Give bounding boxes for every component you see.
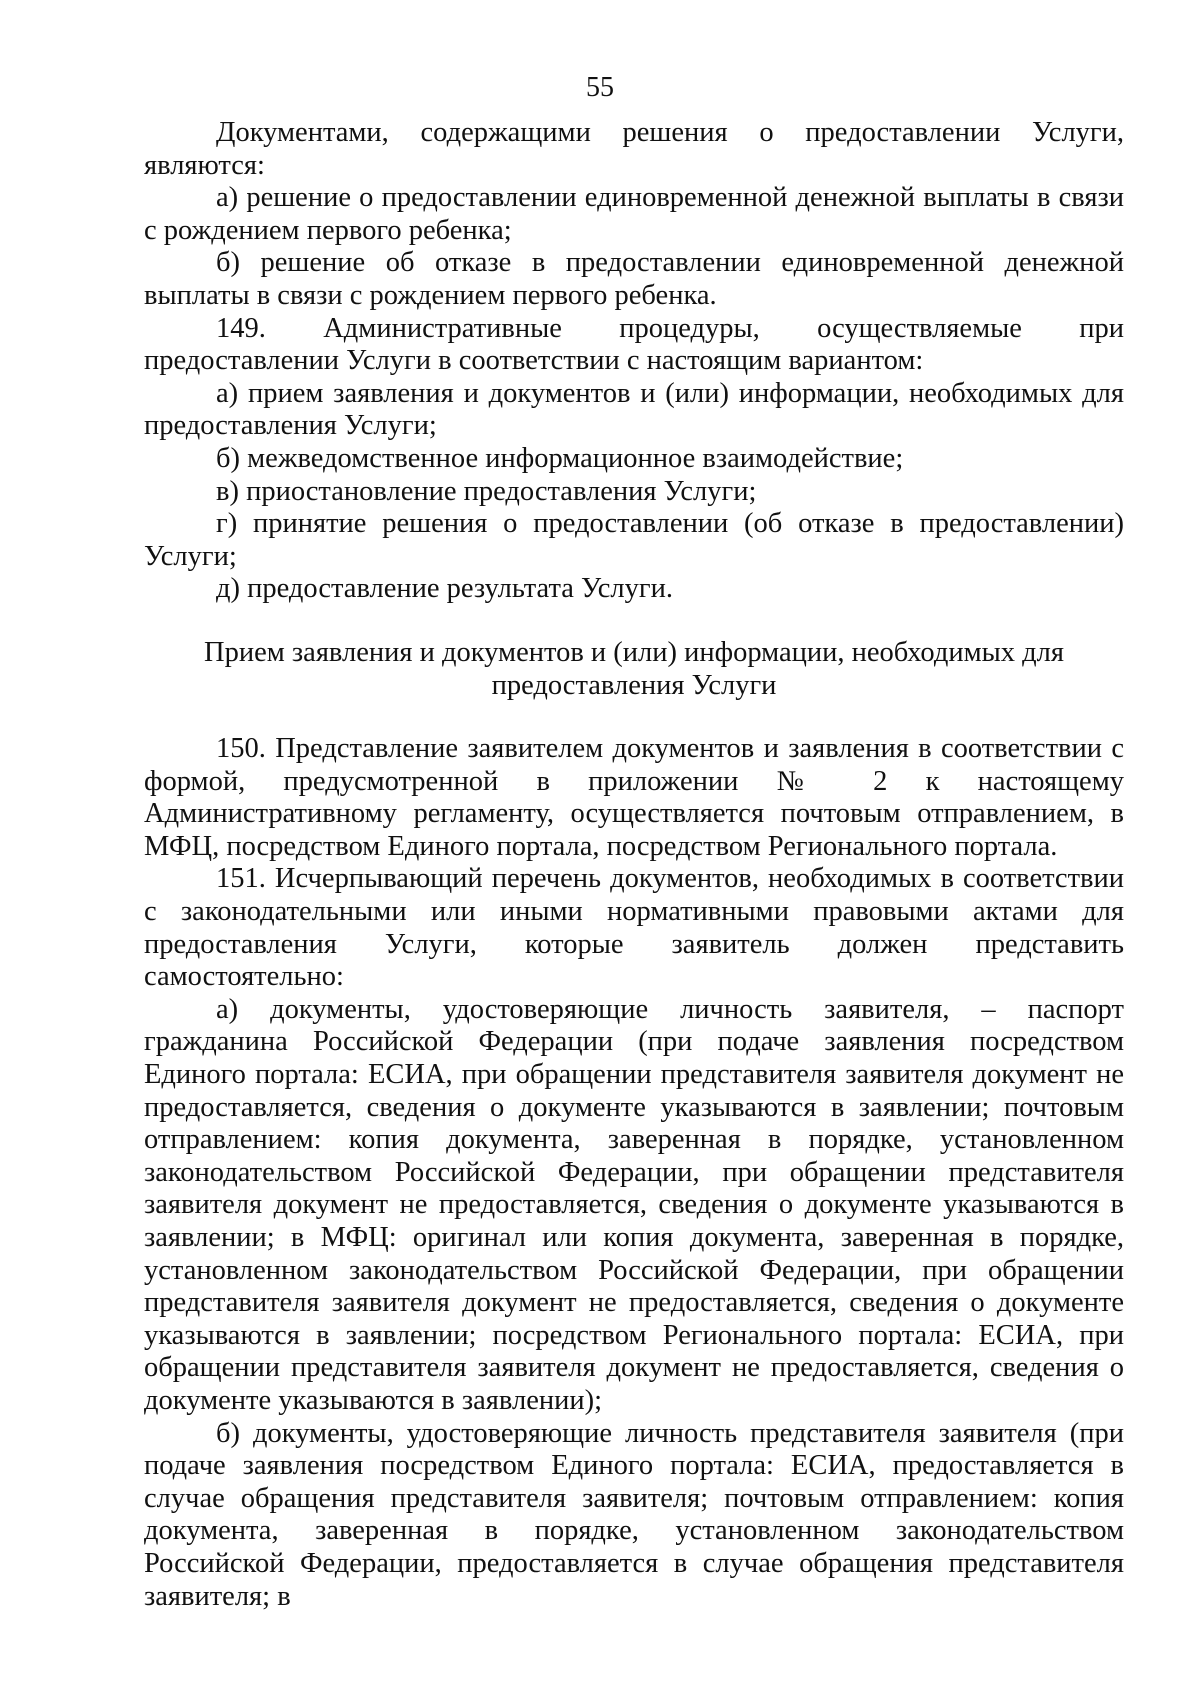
paragraph-procedure-a: а) прием заявления и документов и (или) информации, необходимых для предоставления Услуги; (144, 377, 1124, 442)
paragraph-procedure-g: г) принятие решения о предоставлении (об отказе в предоставлении) Услуги; (144, 508, 1124, 572)
paragraph-151-a: а) документы, удостоверяющие личность заявителя, – паспорт гражданина Российской Федерации (при подаче заявления посредством Единого портала: ЕСИА, при обращении представителя заявителя документ не предоставляется, сведения о документе указываются в заявлении; почтовым отправлением: копия документа, заверенная в порядке, установленном законодательством Российской Федерации, при обращении представителя заявителя документ не предоставляется, сведения о документе указываются в заявлении; в МФЦ: оригинал или копия документа, заверенная в порядке, установленном законодательством Российской Федерации, при обращении представителя заявителя документ не предоставляется, сведения о документе указываются в заявлении; посредством Регионального портала: ЕСИА, при обращении представителя заявителя документ не предоставляется, сведения о документе указываются в заявлении); (144, 993, 1124, 1416)
paragraph-150: 150. Представление заявителем документов и заявления в соответствии с формой, предусмотренной в приложении № 2 к настоящему Административному регламенту, осуществляется почтовым отправлением, в МФЦ, посредством Единого портала, посредством Регионального портала. (144, 733, 1124, 862)
paragraph-151-b: б) документы, удостоверяющие личность представителя заявителя (при подаче заявления посредством Единого портала: ЕСИА, предоставляется в случае обращения представителя заявителя; почтовым отправлением: копия документа, заверенная в порядке, установленном законодательством Российской Федерации, предоставляется в случае обращения представителя заявителя; в (144, 1417, 1124, 1612)
section-heading: Прием заявления и документов и (или) информации, необходимых для предоставления Услуги (204, 636, 1064, 701)
page-number: 55 (586, 72, 614, 103)
document-body (144, 117, 1124, 1613)
paragraph-procedure-d: д) предоставление результата Услуги. (216, 573, 673, 605)
paragraph-151: 151. Исчерпывающий перечень документов, необходимых в соответствии с законодательными или иными нормативными правовыми актами для предоставления Услуги, которые заявитель должен представить самостоятельно: (144, 863, 1124, 993)
paragraph-result-a: а) решение о предоставлении единовременной денежной выплаты в связи с рождением первого ребенка; (144, 182, 1124, 246)
paragraph-result-b: б) решение об отказе в предоставлении единовременной денежной выплаты в связи с рождением первого ребенка. (144, 247, 1124, 311)
paragraph-149: 149. Административные процедуры, осуществляемые при предоставлении Услуги в соответствии с настоящим вариантом: (144, 312, 1124, 377)
paragraph-results-intro: Документами, содержащими решения о предоставлении Услуги, являются: (144, 117, 1124, 181)
paragraph-procedure-v: в) приостановление предоставления Услуги; (216, 475, 757, 507)
paragraph-procedure-b: б) межведомственное информационное взаимодействие; (216, 442, 904, 474)
